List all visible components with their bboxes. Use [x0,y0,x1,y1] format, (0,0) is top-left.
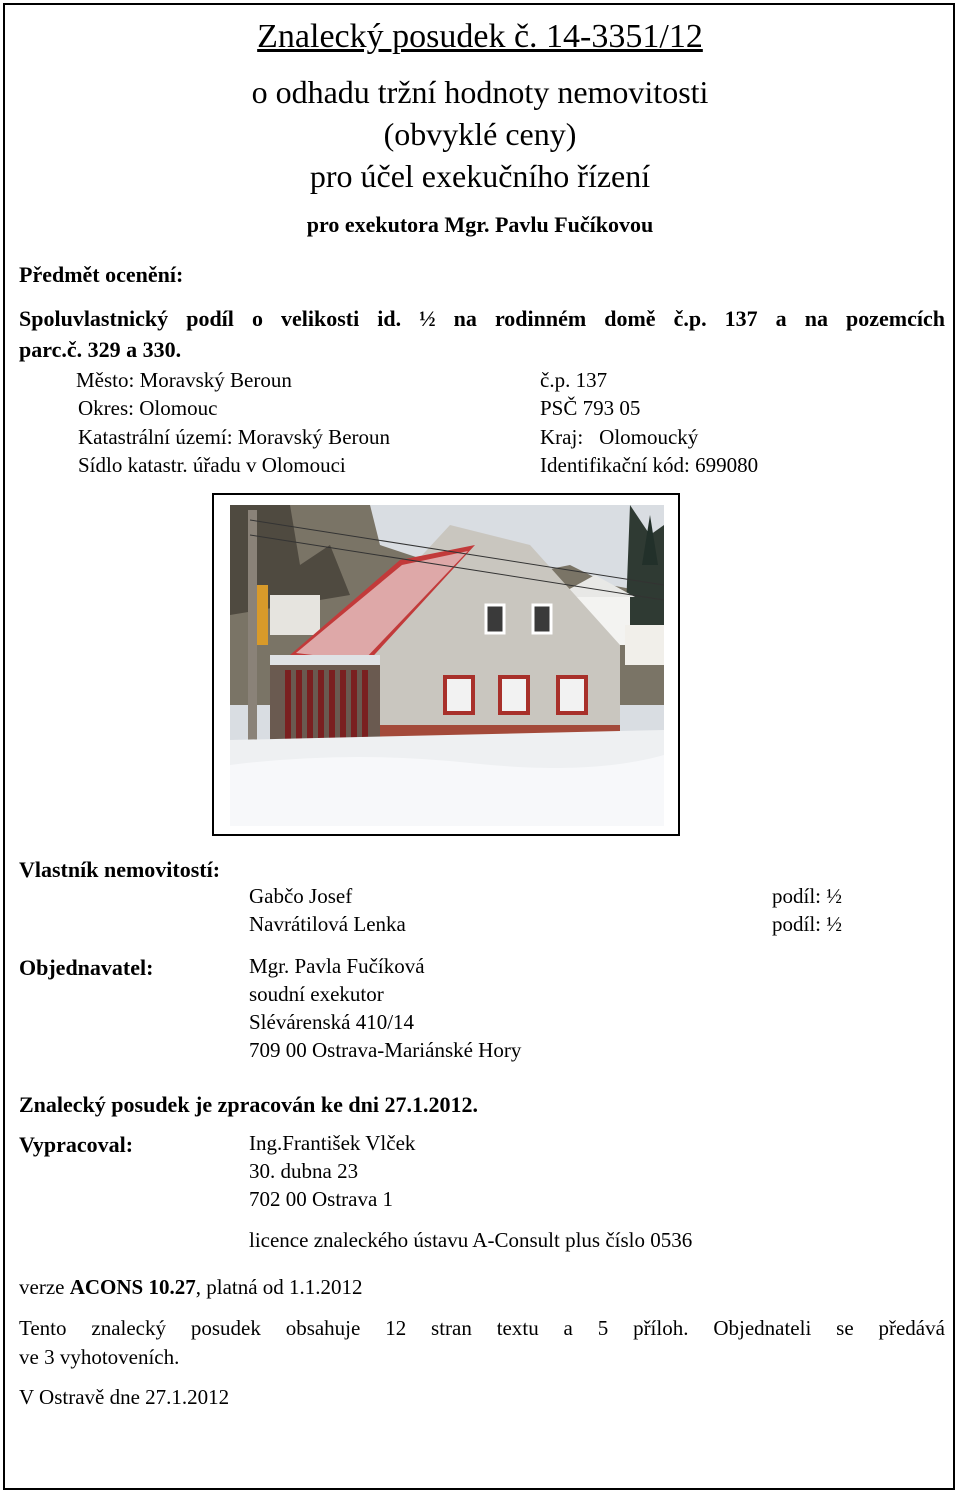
location-district: Okres: Olomouc [78,396,218,420]
document-title: Znalecký posudek č. 14-3351/12 [257,18,703,55]
subtitle-line-3: pro účel exekučního řízení [309,158,651,194]
pages-statement-line2: ve 3 vyhotoveních. [19,1345,180,1369]
location-postcode: PSČ 793 05 [540,396,641,420]
owners-label: Vlastník nemovitostí: [19,857,221,882]
client-street: Slévárenská 410/14 [249,1010,415,1034]
location-city: Město: Moravský Beroun [76,368,292,392]
location-region: Kraj: Olomoucký [540,425,699,449]
pages-statement-line1 [19,1316,945,1341]
word: ½ [419,306,436,331]
word: znalecký [91,1316,166,1340]
author-license: licence znaleckého ústavu A-Consult plus číslo 0536 [249,1228,693,1252]
location-identification-code: Identifikační kód: 699080 [540,453,759,477]
word: posudek [190,1316,261,1340]
author-city: 702 00 Ostrava 1 [249,1187,394,1211]
author-label: Vypracoval: [19,1132,134,1157]
subject-description-line2: parc.č. 329 a 330. [19,337,182,362]
house-photo-illustration [230,505,664,826]
word: podíl [186,306,234,331]
client-name: Mgr. Pavla Fučíková [249,954,425,978]
owner-1-share: podíl: ½ [772,884,843,908]
word: Spoluvlastnický [19,306,169,331]
owner-2-name: Navrátilová Lenka [249,912,406,936]
word: a [775,306,787,331]
property-photo [212,493,680,836]
word: Objednateli [713,1316,812,1340]
word: č.p. [673,306,707,331]
location-cadastral-office: Sídlo katastr. úřadu v Olomouci [78,453,346,477]
word: a [563,1316,573,1340]
subject-description-line1 [19,306,945,332]
word: se [836,1316,854,1340]
word: o [251,306,263,331]
word: obsahuje [285,1316,361,1340]
location-cadastral-area: Katastrální území: Moravský Beroun [78,425,391,449]
author-street: 30. dubna 23 [249,1159,359,1183]
subtitle-line-1: o odhadu tržní hodnoty nemovitosti [251,74,709,110]
word: 5 [597,1316,609,1340]
client-label: Objednavatel: [19,955,154,980]
software-version: verze ACONS 10.27, platná od 1.1.2012 [19,1275,363,1299]
subject-label: Předmět ocenění: [19,262,184,287]
word: textu [496,1316,539,1340]
author-name: Ing.František Vlček [249,1131,416,1155]
word: id. [377,306,402,331]
date-statement: Znalecký posudek je zpracován ke dni 27.1.2012. [19,1092,478,1117]
word: 12 [385,1316,407,1340]
word: na [804,306,828,331]
word: předává [878,1316,945,1340]
word: velikosti [280,306,360,331]
subtitle-line-2: (obvyklé ceny) [383,116,577,152]
word: rodinném [494,306,587,331]
client-city: 709 00 Ostrava-Mariánské Hory [249,1038,522,1062]
word: domě [604,306,656,331]
client-role: soudní exekutor [249,982,384,1006]
word: na [453,306,477,331]
executor-line: pro exekutora Mgr. Pavlu Fučíkovou [306,212,654,237]
word: 137 [724,306,758,331]
signature-place-date: V Ostravě dne 27.1.2012 [19,1385,230,1409]
owner-1-name: Gabčo Josef [249,884,353,908]
word: Tento [19,1316,67,1340]
owner-2-share: podíl: ½ [772,912,843,936]
location-house-number: č.p. 137 [540,368,608,392]
word: příloh. [633,1316,689,1340]
word: pozemcích [845,306,945,331]
word: stran [431,1316,472,1340]
